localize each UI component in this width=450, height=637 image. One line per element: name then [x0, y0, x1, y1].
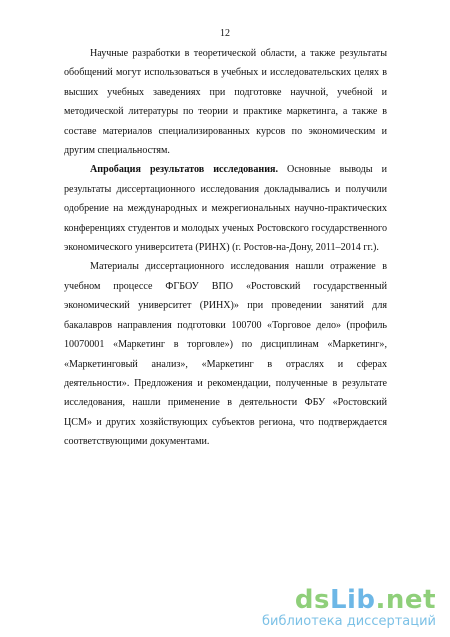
paragraph-text: Основные выводы и результаты диссертационного исследования докладывались и получили одобрение на международных и межрегиональных научно-практических конференциях студентов и молодых ученых Ростовского государственного экономического университета (РИНХ) (г. Ростов-на-Дону, 2011–2014 гг.).	[64, 164, 387, 254]
dslib-logo	[262, 587, 436, 613]
paragraph-implementation	[64, 257, 387, 451]
logo-lib: Lib	[329, 585, 376, 615]
logo-net: .net	[375, 585, 436, 615]
paragraph-approbation	[64, 160, 387, 257]
logo-ds: ds	[294, 585, 330, 615]
watermark-caption: библиотека диссертаций	[262, 614, 436, 629]
page-number: 12	[220, 28, 230, 39]
paragraph-text: Материалы диссертационного исследования нашли отражение в учебном процессе ФГБОУ ВПО «Ростовский государственный экономический университет (РИНХ)» при проведении занятий для бакалавров направления подготовки 100700 «Торговое дело» (профиль 10070001 «Маркетинг в торговле») по дисциплинам «Маркетинг», «Маркетинговый анализ», «Маркетинг в отраслях и сферах деятельности». Предложения и рекомендации, полученные в результате исследования, нашли применение в деятельности ФБУ «Ростовский ЦСМ» и других хозяйствующих субъектов региона, что подтверждается соответствующими документами.	[64, 261, 387, 448]
dslib-watermark	[262, 587, 436, 629]
paragraph-practical-significance	[64, 44, 387, 160]
body-text	[64, 44, 387, 452]
paragraph-text: Научные разработки в теоретической области, а также результаты обобщений могут использоваться в учебных и исследовательских целях в высших учебных заведениях при подготовке научной, учебной и методической литературы по теории и практике маркетинга, а также в составе материалов специализированных курсов по экономическим и другим специальностям.	[64, 48, 387, 157]
paragraph-lead: Апробация результатов исследования.	[90, 164, 279, 176]
